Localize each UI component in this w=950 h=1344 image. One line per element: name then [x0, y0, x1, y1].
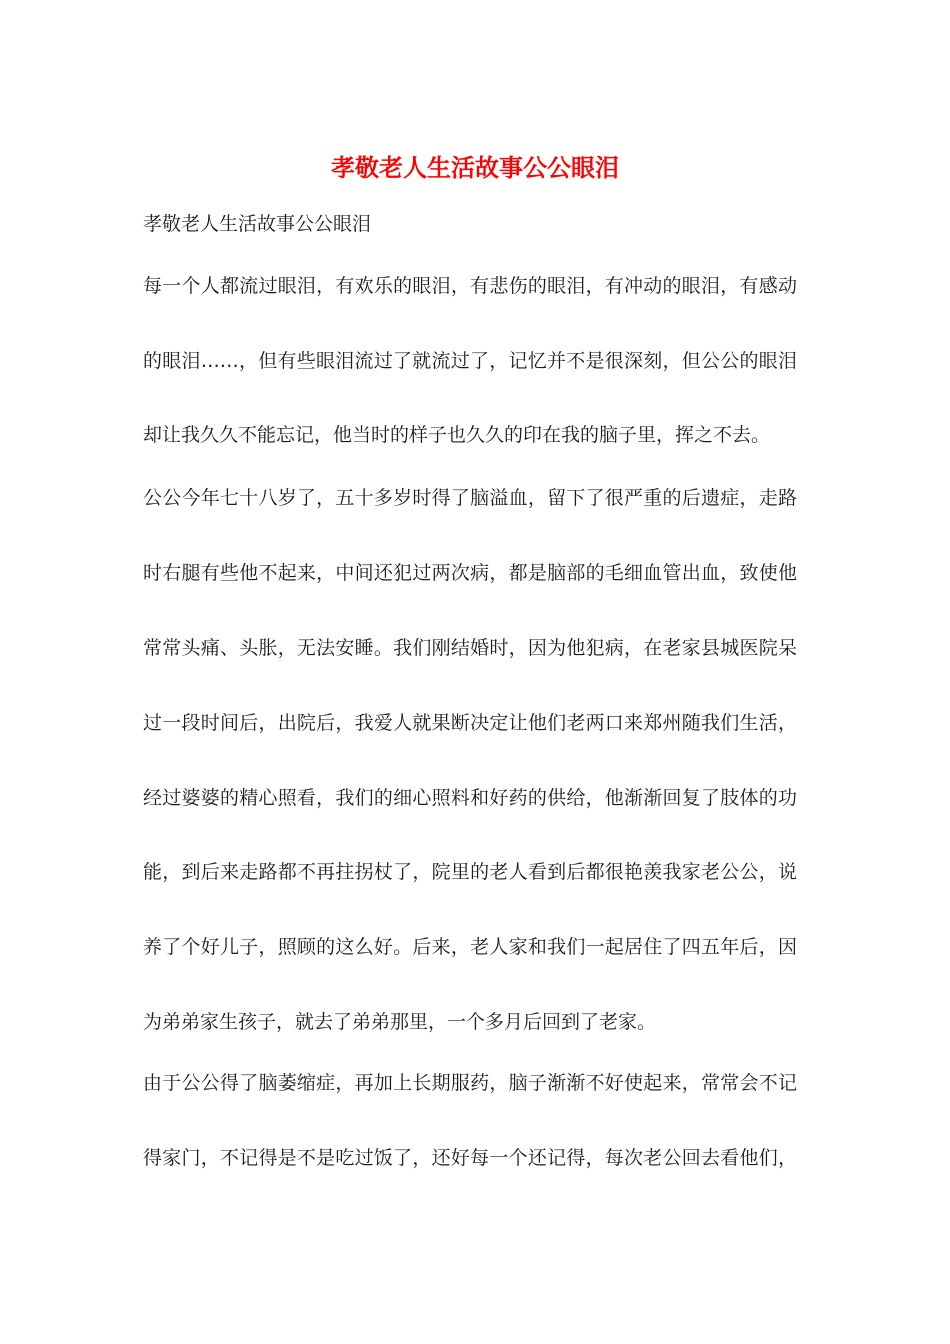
text-line: 每一个人都流过眼泪，有欢乐的眼泪，有悲伤的眼泪，有冲动的眼泪，有感动: [143, 275, 797, 297]
text-line: 由于公公得了脑萎缩症，再加上长期服药，脑子渐渐不好使起来，常常会不记: [143, 1072, 797, 1094]
document-subtitle: 孝敬老人生活故事公公眼泪: [143, 213, 372, 235]
text-line: 的眼泪……，但有些眼泪流过了就流过了，记忆并不是很深刻，但公公的眼泪: [143, 350, 797, 372]
text-line: 经过婆婆的精心照看，我们的细心照料和好药的供给，他渐渐回复了肢体的功: [143, 787, 797, 809]
text-line: 过一段时间后，出院后，我爱人就果断决定让他们老两口来郑州随我们生活，: [143, 712, 797, 734]
text-line: 养了个好儿子，照顾的这么好。后来，老人家和我们一起居住了四五年后，因: [143, 936, 797, 958]
text-line: 时右腿有些他不起来，中间还犯过两次病，都是脑部的毛细血管出血，致使他: [143, 562, 797, 584]
text-line: 得家门，不记得是不是吃过饭了，还好每一个还记得，每次老公回去看他们，: [143, 1147, 797, 1169]
text-line: 能，到后来走路都不再拄拐杖了，院里的老人看到后都很艳羡我家老公公，说: [143, 861, 797, 883]
text-line: 常常头痛、头胀，无法安睡。我们刚结婚时，因为他犯病，在老家县城医院呆: [143, 637, 797, 659]
text-line: 却让我久久不能忘记，他当时的样子也久久的印在我的脑子里，挥之不去。: [143, 424, 771, 446]
document-title: 孝敬老人生活故事公公眼泪: [331, 153, 619, 182]
text-line: 公公今年七十八岁了，五十多岁时得了脑溢血，留下了很严重的后遗症，走路: [143, 487, 797, 509]
text-line: 为弟弟家生孩子，就去了弟弟那里，一个多月后回到了老家。: [143, 1011, 657, 1033]
